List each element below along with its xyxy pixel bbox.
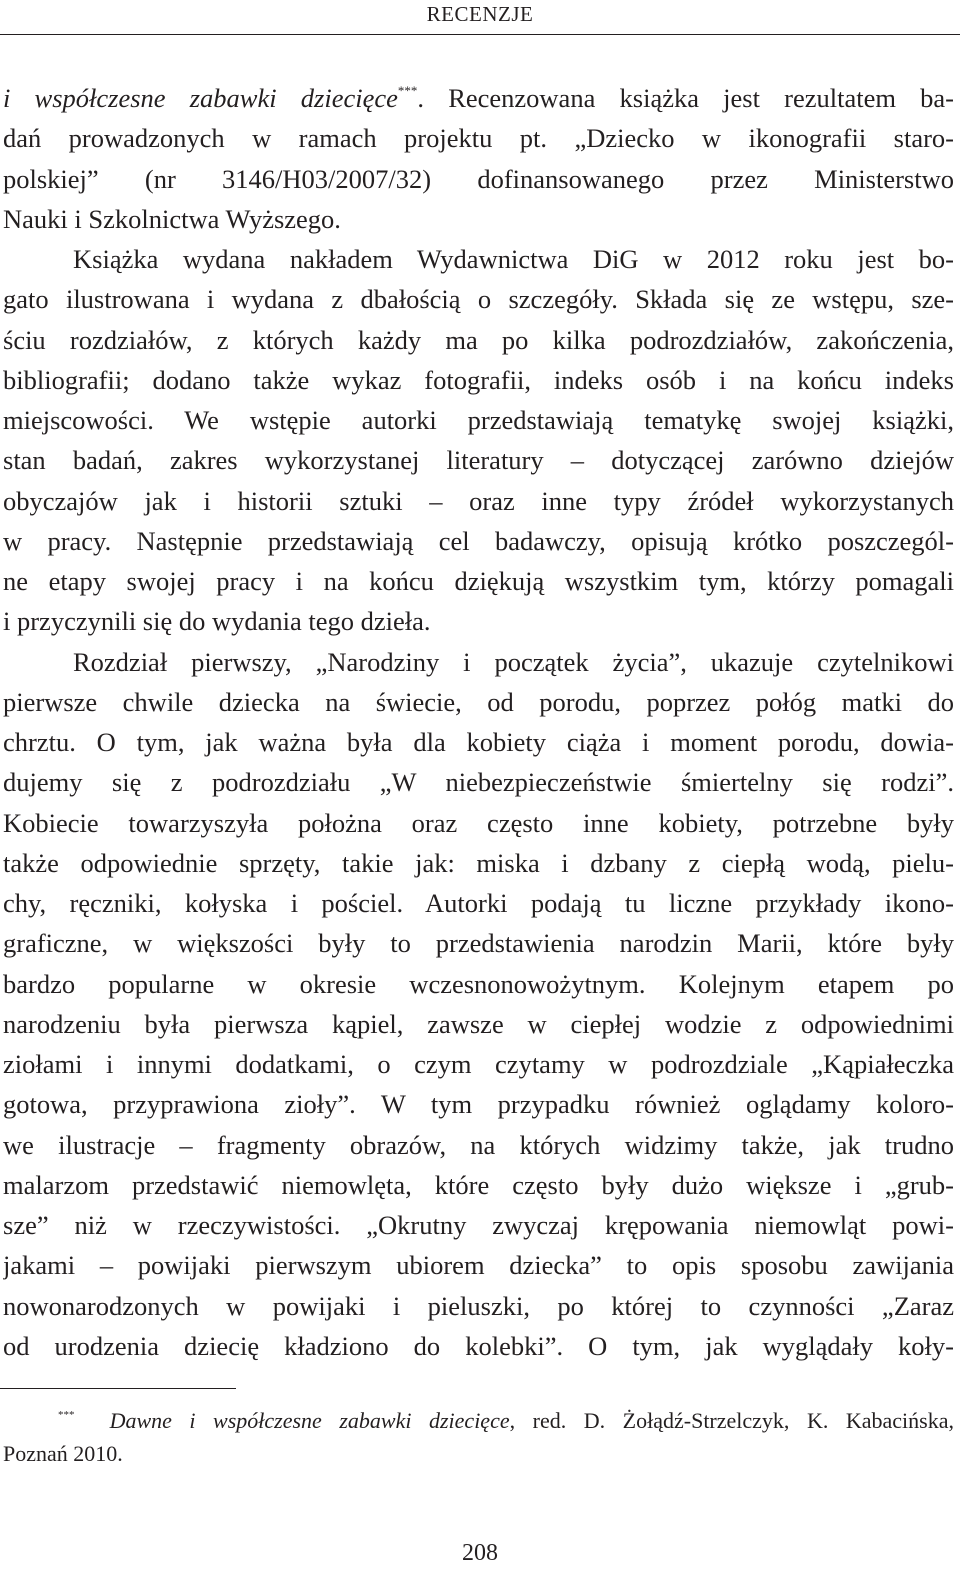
footnote-ref: *** bbox=[397, 83, 418, 98]
footnote-rest: , red. D. Żołądź-Strzelczyk, K. Kabacińska, bbox=[509, 1408, 954, 1433]
text-line: ściu rozdziałów, z których każdy ma po kilka podrozdziałów, zakończenia, bbox=[3, 324, 954, 355]
body-text bbox=[3, 78, 954, 1366]
text-line: od urodzenia dziecię kładziono do kolebki”. O tym, jak wyglądały koły- bbox=[3, 1330, 954, 1361]
running-head: RECENZJE bbox=[426, 2, 534, 26]
text-line: bardzo popularne w okresie wczesnonowożytnym. Kolejnym etapem po bbox=[3, 968, 954, 999]
text-line: narodzeniu była pierwsza kąpiel, zawsze w ciepłej wodzie z odpowiednimi bbox=[3, 1008, 954, 1039]
text-line: jakami – powijaki pierwszym ubiorem dziecka” to opis sposobu zawijania bbox=[3, 1250, 954, 1281]
text-line: chrztu. O tym, jak ważna była dla kobiety ciąża i moment porodu, dowia- bbox=[3, 727, 954, 757]
footnote-rule bbox=[0, 1388, 236, 1389]
text-line: ne etapy swojej pracy i na końcu dziękują wszystkim tym, którzy pomagali bbox=[3, 566, 954, 596]
text-line: chy, ręczniki, kołyska i pościel. Autorki podają tu liczne przykłady ikono- bbox=[3, 888, 954, 918]
footnote-line bbox=[3, 1404, 954, 1437]
text-line: graficzne, w większości były to przedstawienia narodzin Marii, które były bbox=[3, 928, 954, 959]
text-line: dań prowadzonych w ramach projektu pt. „Dziecko w ikonografii staro- bbox=[3, 123, 954, 154]
text-line: polskiej” (nr 3146/H03/2007/32) dofinansowanego przez Ministerstwo bbox=[3, 163, 954, 194]
text-line: nowonarodzonych w powijaki i pieluszki, po której to czynności „Zaraz bbox=[3, 1290, 954, 1321]
text-line: sze” niż w rzeczywistości. „Okrutny zwyczaj krępowania niemowląt powi- bbox=[3, 1210, 954, 1240]
text-line: obyczajów jak i historii sztuki – oraz inne typy źródeł wykorzystanych bbox=[3, 485, 954, 516]
text-line: gato ilustrowana i wydana z dbałością o szczegóły. Składa się ze wstępu, sze- bbox=[3, 284, 954, 315]
text-line: malarzom przedstawić niemowlęta, które często były dużo większe i „grub- bbox=[3, 1169, 954, 1200]
footnote-line: Poznań 2010. bbox=[3, 1441, 123, 1466]
text-line: bibliografii; dodano także wykaz fotografii, indeks osób i na końcu indeks bbox=[3, 364, 954, 395]
footnote bbox=[3, 1404, 954, 1470]
text-line bbox=[3, 78, 954, 118]
text-line: także odpowiednie sprzęty, takie jak: miska i dzbany z ciepłą wodą, pielu- bbox=[3, 847, 954, 878]
footnote-marker: *** bbox=[58, 1409, 75, 1421]
page-number: 208 bbox=[462, 1540, 498, 1566]
text-line: Rozdział pierwszy, „Narodziny i początek życia”, ukazuje czytelnikowi bbox=[73, 646, 954, 677]
text-line: miejscowości. We wstępie autorki przedstawiają tematykę swojej książki, bbox=[3, 405, 954, 435]
text-line: dujemy się z podrozdziału „W niebezpieczeństwie śmiertelny się rodzi”. bbox=[3, 767, 954, 798]
text-line: Kobiecie towarzyszyła położna oraz często inne kobiety, potrzebne były bbox=[3, 807, 954, 838]
text-line: w pracy. Następnie przedstawiają cel badawczy, opisują krótko poszczegól- bbox=[3, 525, 954, 556]
text-line: Książka wydana nakładem Wydawnictwa DiG w 2012 roku jest bo- bbox=[73, 244, 954, 274]
text-line: gotowa, przyprawiona zioły”. W tym przypadku również oglądamy koloro- bbox=[3, 1089, 954, 1120]
text-line: ziołami i innymi dodatkami, o czym czytamy w podrozdziale „Kąpiałeczka bbox=[3, 1049, 954, 1079]
text-line: we ilustracje – fragmenty obrazów, na których widzimy także, jak trudno bbox=[3, 1129, 954, 1160]
text-line: Nauki i Szkolnictwa Wyższego. bbox=[3, 203, 341, 234]
header-rule bbox=[0, 34, 960, 35]
text-line: stan badań, zakres wykorzystanej literatury – dotyczącej zarówno dziejów bbox=[3, 445, 954, 476]
footnote-title-italic: Dawne i współczesne zabawki dziecięce bbox=[109, 1408, 510, 1433]
text-line: i przyczynili się do wydania tego dzieła. bbox=[3, 606, 431, 637]
book-title-italic: i współczesne zabawki dziecięce bbox=[3, 83, 398, 113]
text-line: pierwsze chwile dziecka na świecie, od porodu, poprzez połóg matki do bbox=[3, 686, 954, 717]
text-span: . Recenzowana książka jest rezultatem ba- bbox=[417, 83, 954, 113]
